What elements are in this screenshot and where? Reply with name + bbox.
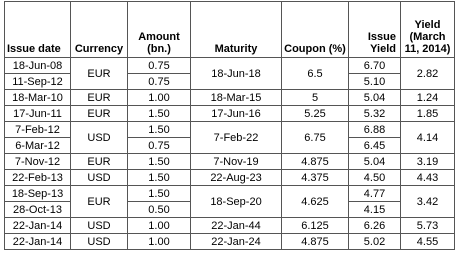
cell-currency: EUR	[71, 106, 128, 122]
cell-yield: 5.73	[401, 218, 455, 234]
cell-amount: 1.50	[128, 106, 191, 122]
header-maturity: Maturity	[191, 2, 282, 58]
table-header-row	[5, 2, 455, 58]
table-row	[5, 122, 455, 138]
cell-maturity: 18-Sep-20	[191, 186, 282, 218]
header-issue-date: Issue date	[5, 2, 71, 58]
cell-yield: 1.24	[401, 90, 455, 106]
cell-amount: 1.50	[128, 170, 191, 186]
cell-coupon: 4.875	[282, 154, 349, 170]
cell-amount: 1.50	[128, 122, 191, 138]
cell-maturity: 22-Jan-24	[191, 234, 282, 250]
cell-coupon: 6.125	[282, 218, 349, 234]
cell-yield: 4.43	[401, 170, 455, 186]
cell-maturity: 18-Jun-18	[191, 58, 282, 90]
cell-issue-date: 6-Mar-12	[5, 138, 71, 154]
cell-issue-date: 22-Feb-13	[5, 170, 71, 186]
cell-maturity: 7-Feb-22	[191, 122, 282, 154]
cell-amount: 1.50	[128, 154, 191, 170]
cell-issue-yield: 6.70	[349, 58, 401, 74]
cell-issue-yield: 5.32	[349, 106, 401, 122]
cell-amount: 0.50	[128, 202, 191, 218]
cell-issue-yield: 5.04	[349, 154, 401, 170]
cell-yield: 2.82	[401, 58, 455, 90]
cell-issue-date: 7-Nov-12	[5, 154, 71, 170]
cell-issue-date: 18-Jun-08	[5, 58, 71, 74]
cell-yield: 3.19	[401, 154, 455, 170]
cell-issue-yield: 6.45	[349, 138, 401, 154]
cell-amount: 1.00	[128, 218, 191, 234]
header-issue-yield: Issue Yield	[349, 2, 401, 58]
cell-issue-yield: 4.15	[349, 202, 401, 218]
cell-issue-yield: 6.88	[349, 122, 401, 138]
cell-maturity: 7-Nov-19	[191, 154, 282, 170]
header-coupon: Coupon (%)	[282, 2, 349, 58]
cell-issue-date: 18-Sep-13	[5, 186, 71, 202]
cell-coupon: 4.625	[282, 186, 349, 218]
table-row	[5, 90, 455, 106]
header-yield-march: Yield (March 11, 2014)	[401, 2, 455, 58]
cell-coupon: 5	[282, 90, 349, 106]
cell-yield: 3.42	[401, 186, 455, 218]
cell-issue-date: 22-Jan-14	[5, 218, 71, 234]
table-row	[5, 218, 455, 234]
cell-maturity: 22-Jan-44	[191, 218, 282, 234]
table-row	[5, 154, 455, 170]
cell-issue-date: 7-Feb-12	[5, 122, 71, 138]
table-row	[5, 106, 455, 122]
cell-currency: EUR	[71, 186, 128, 218]
table-row	[5, 58, 455, 74]
cell-amount: 0.75	[128, 138, 191, 154]
cell-amount: 0.75	[128, 74, 191, 90]
cell-maturity: 18-Mar-15	[191, 90, 282, 106]
cell-issue-yield: 5.02	[349, 234, 401, 250]
cell-coupon: 4.375	[282, 170, 349, 186]
cell-coupon: 6.75	[282, 122, 349, 154]
cell-maturity: 17-Jun-16	[191, 106, 282, 122]
cell-currency: EUR	[71, 154, 128, 170]
cell-amount: 1.00	[128, 234, 191, 250]
table-row	[5, 186, 455, 202]
table-row	[5, 170, 455, 186]
cell-currency: USD	[71, 234, 128, 250]
cell-issue-yield: 6.26	[349, 218, 401, 234]
cell-coupon: 4.875	[282, 234, 349, 250]
cell-currency: EUR	[71, 58, 128, 90]
bond-issues-table	[4, 1, 455, 250]
cell-yield: 1.85	[401, 106, 455, 122]
cell-amount: 1.50	[128, 186, 191, 202]
cell-currency: USD	[71, 218, 128, 234]
cell-currency: EUR	[71, 90, 128, 106]
cell-issue-yield: 4.77	[349, 186, 401, 202]
cell-amount: 0.75	[128, 58, 191, 74]
cell-currency: USD	[71, 170, 128, 186]
table-row	[5, 234, 455, 250]
cell-issue-date: 22-Jan-14	[5, 234, 71, 250]
cell-coupon: 6.5	[282, 58, 349, 90]
cell-maturity: 22-Aug-23	[191, 170, 282, 186]
cell-issue-yield: 5.04	[349, 90, 401, 106]
cell-issue-date: 28-Oct-13	[5, 202, 71, 218]
cell-yield: 4.14	[401, 122, 455, 154]
cell-issue-date: 17-Jun-11	[5, 106, 71, 122]
cell-issue-yield: 5.10	[349, 74, 401, 90]
cell-amount: 1.00	[128, 90, 191, 106]
cell-issue-date: 18-Mar-10	[5, 90, 71, 106]
cell-issue-yield: 4.50	[349, 170, 401, 186]
cell-currency: USD	[71, 122, 128, 154]
cell-coupon: 5.25	[282, 106, 349, 122]
cell-yield: 4.55	[401, 234, 455, 250]
header-currency: Currency	[71, 2, 128, 58]
header-amount: Amount (bn.)	[128, 2, 191, 58]
cell-issue-date: 11-Sep-12	[5, 74, 71, 90]
